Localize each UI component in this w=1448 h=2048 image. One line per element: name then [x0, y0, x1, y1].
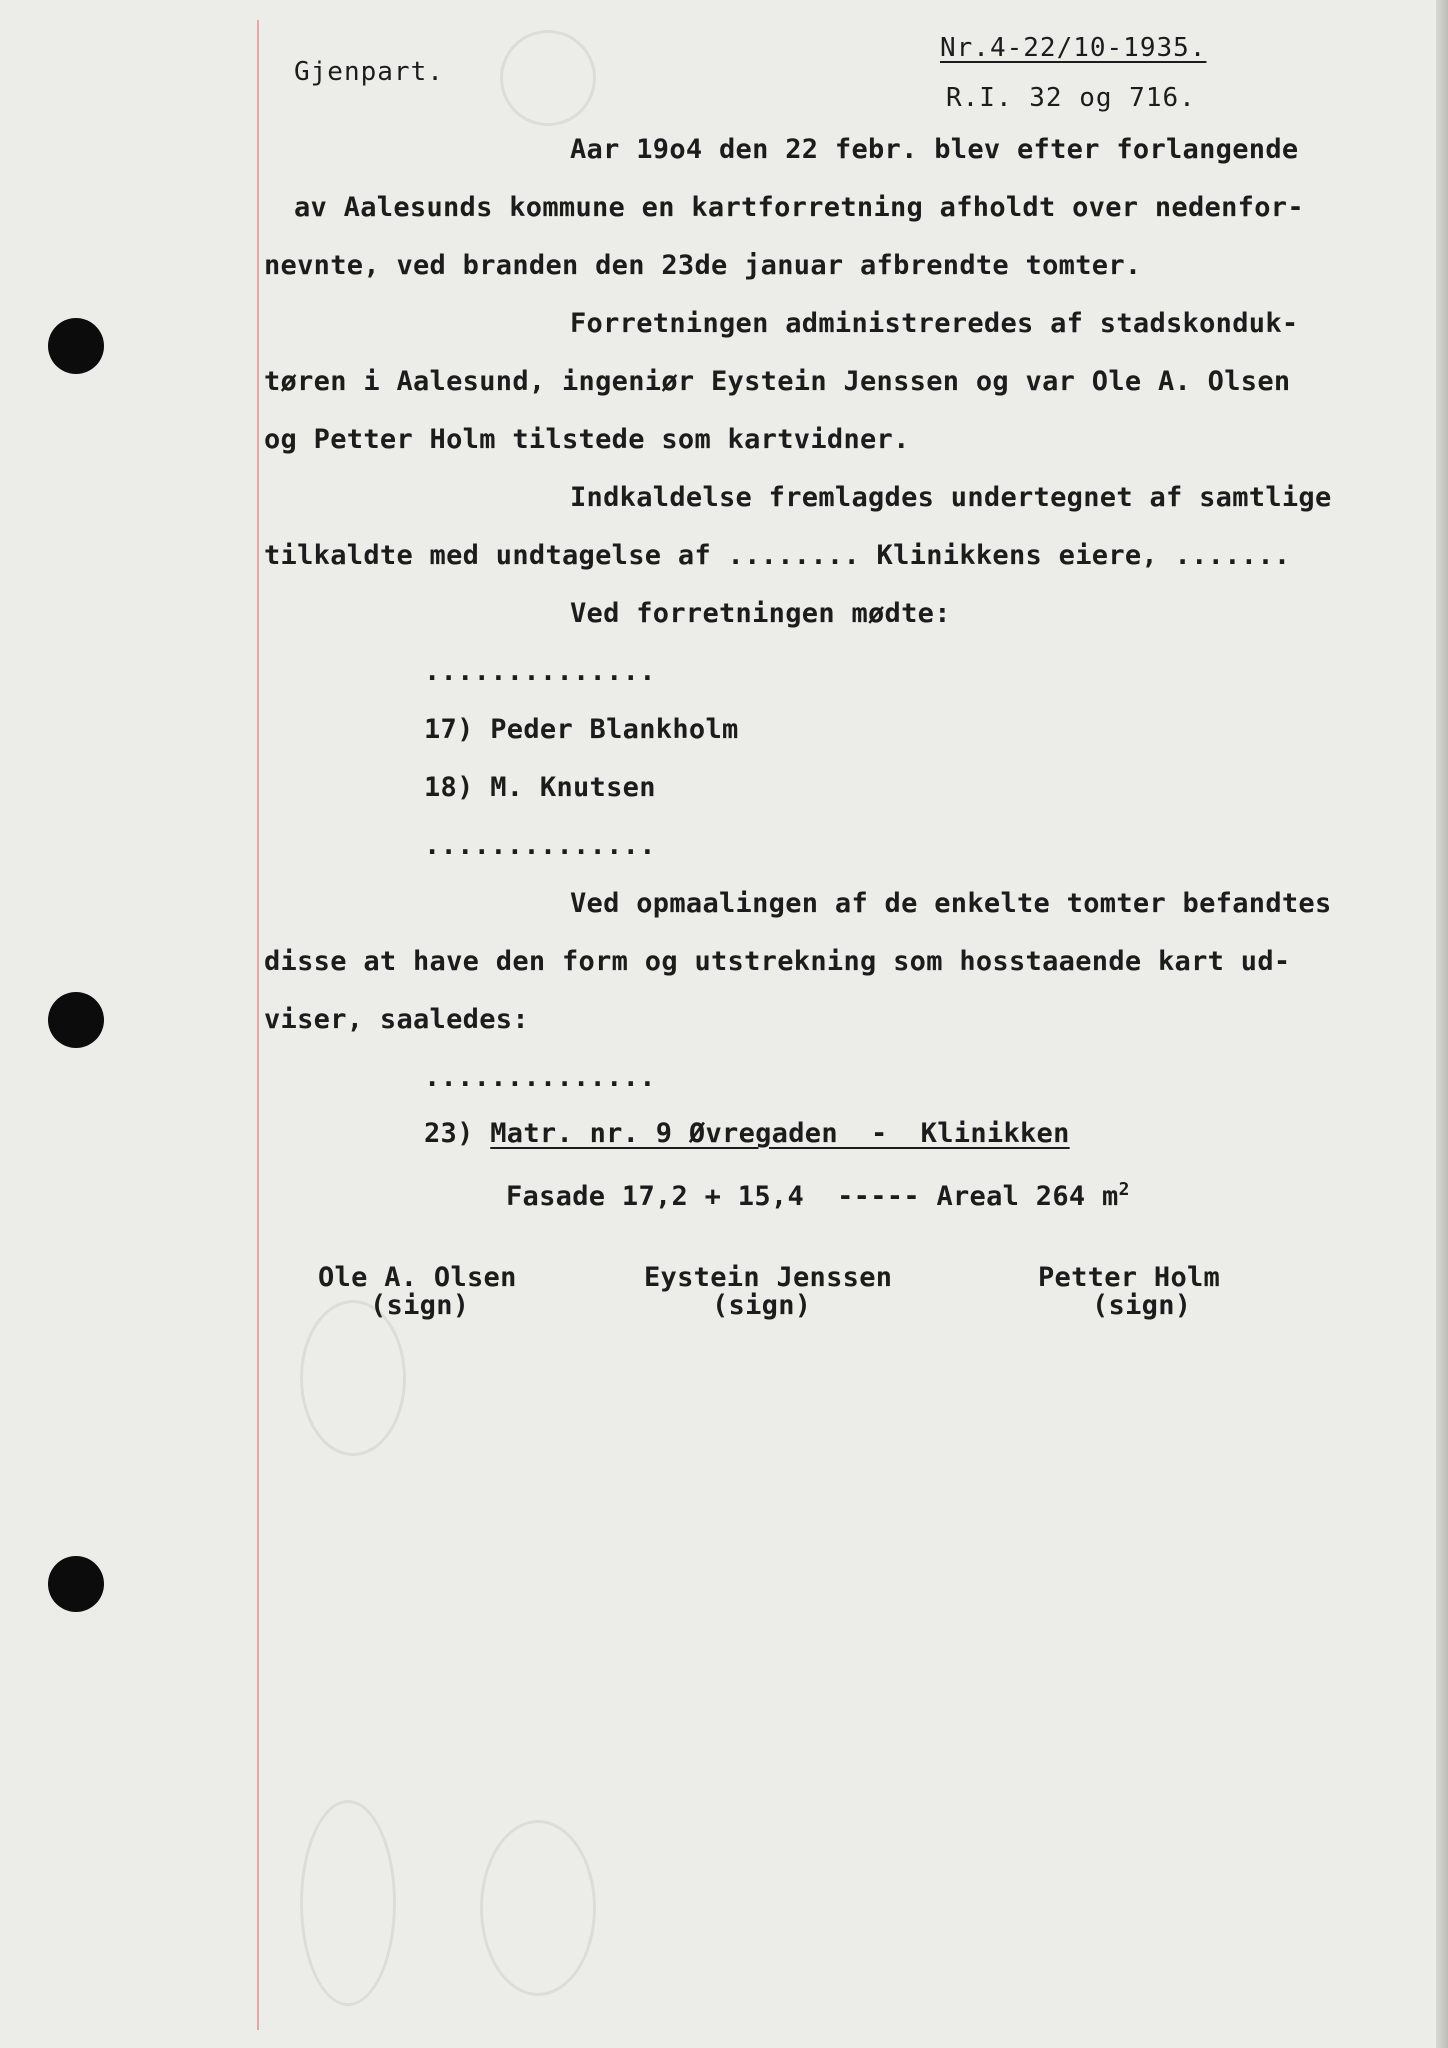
area-superscript: 2	[1118, 1179, 1130, 1200]
fasade-line	[506, 1174, 1130, 1213]
signature-note-2: (sign)	[712, 1290, 812, 1321]
margin-line	[257, 20, 259, 2030]
punch-hole-bottom	[48, 1556, 104, 1612]
paragraph-3-line-1: Indkaldelse fremlagdes undertegnet af samtlige	[570, 482, 1332, 513]
paragraph-2-line-3: og Petter Holm tilstede som kartvidner.	[264, 424, 910, 455]
paragraph-2-line-2: tøren i Aalesund, ingeniør Eystein Jenssen og var Ole A. Olsen	[264, 366, 1291, 397]
copy-label: Gjenpart.	[294, 57, 444, 87]
bleed-stamp	[300, 1800, 396, 2006]
ellipsis-row: ..............	[424, 656, 656, 687]
paragraph-1-line-1: Aar 19o4 den 22 febr. blev efter forlangende	[570, 134, 1299, 165]
signature-note-3: (sign)	[1092, 1290, 1192, 1321]
paragraph-1-line-3: nevnte, ved branden den 23de januar afbrendte tomter.	[264, 250, 1142, 281]
signature-name-2: Eystein Jenssen	[644, 1262, 893, 1293]
paragraph-1-line-2: av Aalesunds kommune en kartforretning afholdt over nedenfor-	[294, 192, 1304, 223]
paragraph-5-line-3: viser, saaledes:	[264, 1004, 529, 1035]
punch-hole-middle	[48, 992, 104, 1048]
ri-reference: R.I. 32 og 716.	[946, 83, 1196, 113]
paragraph-2-line-1: Forretningen administreredes af stadskonduk-	[570, 308, 1299, 339]
list-item-23-text: Matr. nr. 9 Øvregaden - Klinikken	[490, 1118, 1070, 1149]
bleed-stamp	[300, 1300, 406, 1456]
fasade-text: Fasade 17,2 + 15,4 ----- Areal 264 m	[506, 1181, 1119, 1212]
ellipsis-row: ..............	[424, 1062, 656, 1093]
ellipsis-row: ..............	[424, 830, 656, 861]
paragraph-3-line-2: tilkaldte med undtagelse af ........ Klinikkens eiere, .......	[264, 540, 1291, 571]
punch-hole-top	[48, 318, 104, 374]
bleed-stamp	[480, 1820, 596, 1996]
paragraph-5-line-1: Ved opmaalingen af de enkelte tomter befandtes	[570, 888, 1332, 919]
list-item-18: 18) M. Knutsen	[424, 772, 656, 803]
bleed-stamp	[500, 30, 596, 126]
signature-note-1: (sign)	[370, 1290, 470, 1321]
signature-name-3: Petter Holm	[1038, 1262, 1221, 1293]
number-reference: Nr.4-22/10-1935.	[940, 33, 1207, 63]
list-item-23	[424, 1118, 1070, 1150]
page-edge	[1436, 0, 1448, 2048]
signature-name-1: Ole A. Olsen	[318, 1262, 517, 1293]
list-item-23-number: 23)	[424, 1118, 491, 1149]
paragraph-5-line-2: disse at have den form og utstrekning som hosstaaende kart ud-	[264, 946, 1291, 977]
attendance-heading: Ved forretningen mødte:	[570, 598, 951, 629]
list-item-17: 17) Peder Blankholm	[424, 714, 739, 745]
